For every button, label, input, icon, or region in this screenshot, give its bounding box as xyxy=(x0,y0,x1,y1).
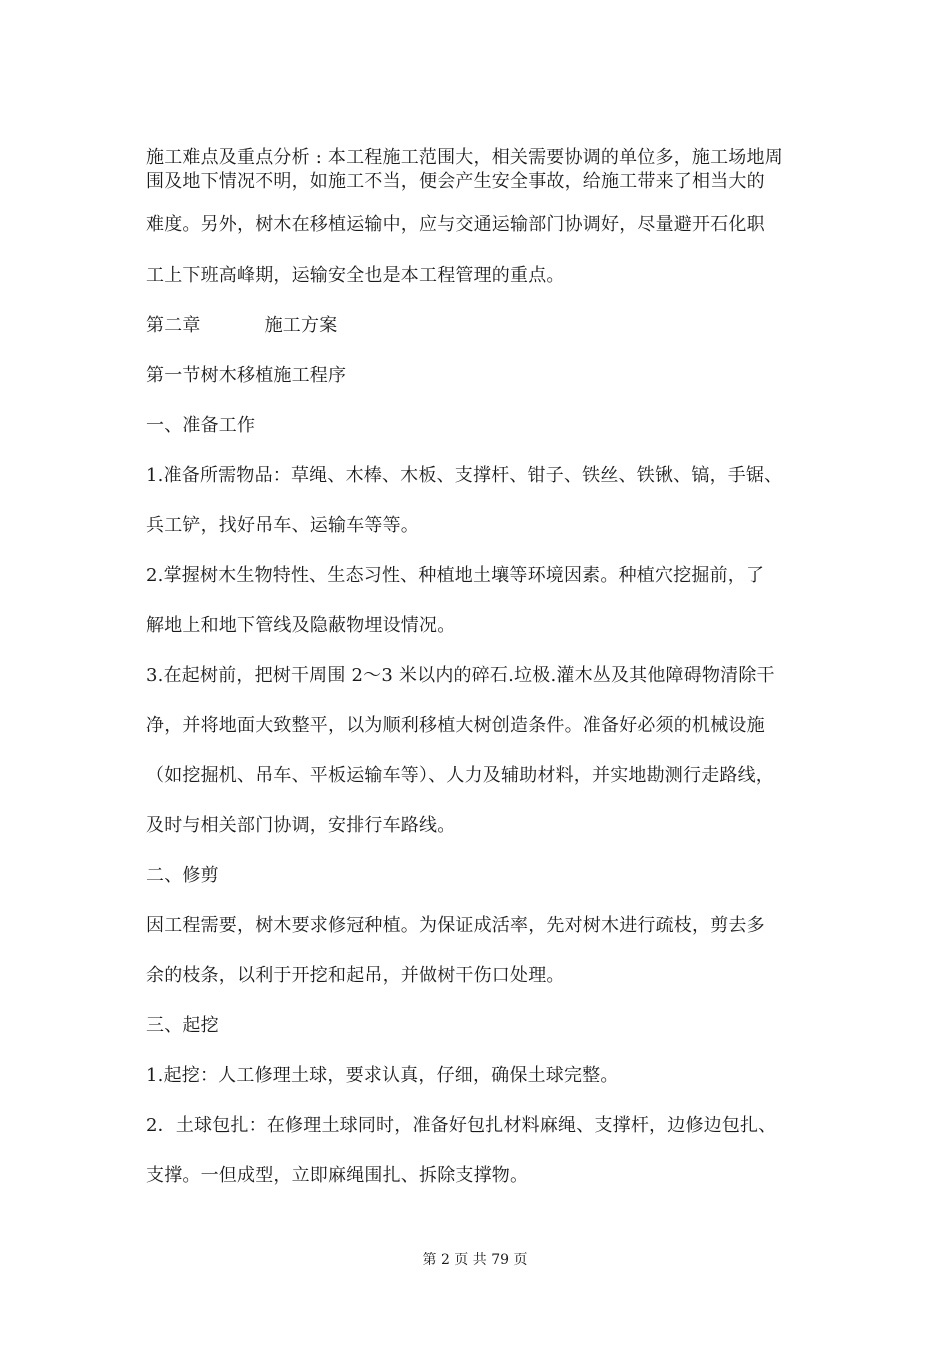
paragraph-line: 支撑。一但成型，立即麻绳围扎、拆除支撑物。 xyxy=(146,1165,529,1186)
paragraph-line: 及时与相关部门协调，安排行车路线。 xyxy=(146,815,456,836)
page-footer: 第 2 页 共 79 页 xyxy=(422,1252,528,1268)
paragraph-line: 围及地下情况不明，如施工不当，便会产生安全事故，给施工带来了相当大的 xyxy=(146,171,765,192)
paragraph-line: （如挖掘机、吊车、平板运输车等）、人力及辅助材料，并实地勘测行走路线， xyxy=(146,765,774,786)
paragraph-line: 2．土球包扎：在修理土球同时，准备好包扎材料麻绳、支撑杆，边修边包扎、 xyxy=(146,1115,777,1136)
chapter-number: 第二章 xyxy=(146,315,201,336)
paragraph-line: 净，并将地面大致整平，以为顺利移植大树创造条件。准备好必须的机械设施 xyxy=(146,715,765,736)
paragraph-line: 施工难点及重点分析 : 本工程施工范围大，相关需要协调的单位多，施工场地周 xyxy=(146,147,783,168)
paragraph-line: 解地上和地下管线及隐蔽物埋设情况。 xyxy=(146,615,456,636)
paragraph-line: 1.准备所需物品：草绳、木棒、木板、支撑杆、钳子、铁丝、铁锹、镐，手锯、 xyxy=(146,465,783,486)
paragraph-line: 因工程需要，树木要求修冠种植。为保证成活率，先对树木进行疏枝，剪去多 xyxy=(146,915,765,936)
section-heading: 第一节树木移植施工程序 xyxy=(146,365,347,386)
paragraph-line: 2.掌握树木生物特性、生态习性、种植地土壤等环境因素。种植穴挖掘前，了 xyxy=(146,565,765,586)
paragraph-line: 工上下班高峰期，运输安全也是本工程管理的重点。 xyxy=(146,265,565,286)
paragraph-line: 兵工铲，找好吊车、运输车等等。 xyxy=(146,515,419,536)
subsection-heading: 一、准备工作 xyxy=(146,415,256,436)
paragraph-line: 1.起挖：人工修理土球，要求认真，仔细，确保土球完整。 xyxy=(146,1065,619,1086)
chapter-heading xyxy=(146,314,337,338)
chapter-title: 施工方案 xyxy=(264,315,338,336)
paragraph-line: 难度。另外，树木在移植运输中，应与交通运输部门协调好，尽量避开石化职 xyxy=(146,214,765,235)
paragraph-line: 3.在起树前，把树干周围 2～3 米以内的碎石.垃极.灌木丛及其他障碍物清除干 xyxy=(146,665,775,686)
subsection-heading: 二、修剪 xyxy=(146,865,219,886)
subsection-heading: 三、起挖 xyxy=(146,1015,219,1036)
paragraph-line: 余的枝条，以利于开挖和起吊，并做树干伤口处理。 xyxy=(146,965,565,986)
